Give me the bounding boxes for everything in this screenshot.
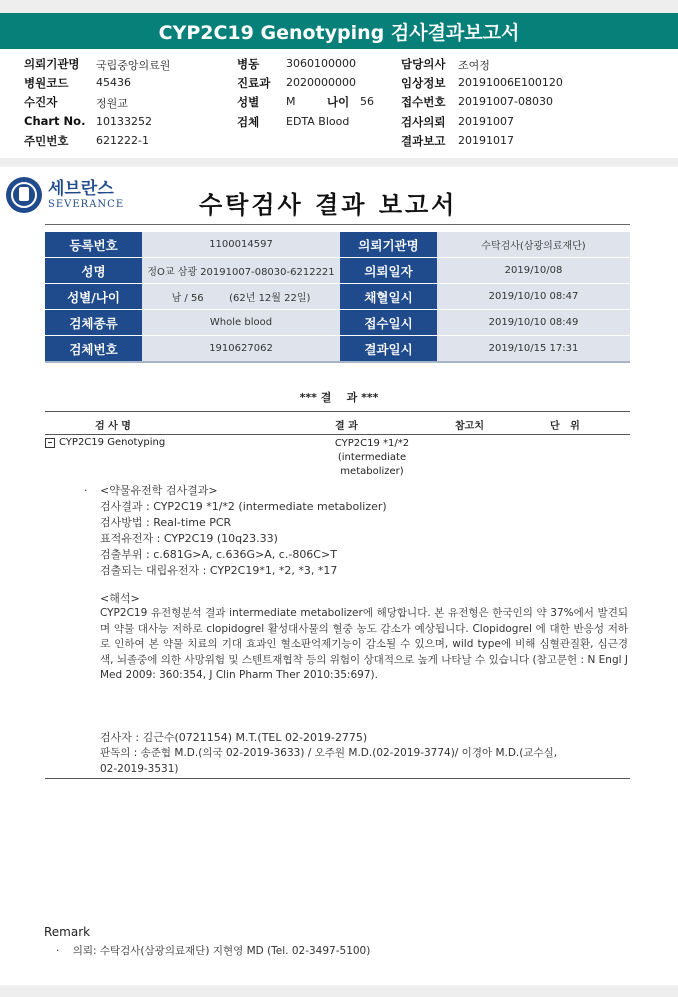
sex-label: 성별 <box>237 95 260 109</box>
severance-logo <box>6 177 124 213</box>
age-label: 나이 <box>327 95 350 109</box>
receipt-no-value: 20191007-08030 <box>458 95 553 108</box>
info-value: 2019/10/10 08:47 <box>437 284 630 309</box>
receipt-no-label: 접수번호 <box>401 95 446 109</box>
test-result-line: CYP2C19 *1/*2 <box>334 438 410 449</box>
logo-korean: 세브란스 <box>48 178 114 199</box>
info-value: 2019/10/15 17:31 <box>437 336 630 361</box>
info-key: 결과일시 <box>340 336 437 361</box>
remark-item <box>56 943 370 958</box>
test-result <box>318 437 426 479</box>
hospital-code-label: 병원코드 <box>24 76 69 90</box>
clinical-info-label: 임상정보 <box>401 76 446 90</box>
bullet: · <box>84 484 88 497</box>
info-value: 1100014597 <box>142 232 340 257</box>
test-row-name <box>45 437 165 448</box>
document-title: 수탁검사 결과 보고서 <box>199 191 458 219</box>
info-value: Whole blood <box>142 310 340 335</box>
institution-value: 국립중앙의료원 <box>96 59 171 72</box>
info-value: 수탁검사(삼광의료재단) <box>437 232 630 257</box>
reviewer-line-2: 02-2019-3531) <box>100 763 179 775</box>
pgx-gene: 표적유전자 : CYP2C19 (10q23.33) <box>100 532 278 545</box>
bullet: · <box>56 945 73 957</box>
report-date-label: 결과보고 <box>401 134 446 148</box>
info-key: 채혈일시 <box>340 284 437 309</box>
info-value: 1910627062 <box>142 336 340 361</box>
recipient-value: 정원교 <box>96 97 128 110</box>
results-heading: *** 결 과 *** <box>299 391 379 404</box>
collapse-box-icon[interactable] <box>45 438 55 448</box>
doctor-label: 담당의사 <box>401 57 446 71</box>
sex-value: M <box>286 95 296 108</box>
logo-english: SEVERANCE <box>48 198 125 210</box>
dept-label: 진료과 <box>237 76 271 90</box>
pgx-heading: <약물유전학 검사결과> <box>100 484 218 497</box>
info-key: 의뢰기관명 <box>340 232 437 257</box>
col-result: 결 과 <box>335 421 358 432</box>
examiner: 검사자 : 김근수(0721154) M.T.(TEL 02-2019-2775) <box>100 731 368 744</box>
report-date-value: 20191017 <box>458 134 514 147</box>
info-value: 남 / 56 (62년 12월 22일) <box>142 284 340 309</box>
doctor-value: 조여정 <box>458 59 490 72</box>
request-date-value: 20191007 <box>458 115 514 128</box>
report-title: CYP2C19 Genotyping 검사결과보고서 <box>158 21 520 44</box>
col-test-name: 검 사 명 <box>95 421 131 432</box>
interpretation-heading: <해석> <box>100 592 140 605</box>
results-column-header <box>45 411 630 435</box>
info-key: 성별/나이 <box>45 284 142 309</box>
resident-no-label: 주민번호 <box>24 134 69 148</box>
info-key: 의뢰일자 <box>340 258 437 283</box>
institution-label: 의뢰기관명 <box>24 57 80 71</box>
specimen-value: EDTA Blood <box>286 115 350 128</box>
col-reference: 참고치 <box>455 421 484 432</box>
info-row <box>45 283 630 309</box>
ward-value: 3060100000 <box>286 57 356 70</box>
pgx-result: 검사결과 : CYP2C19 *1/*2 (intermediate metabolizer) <box>100 500 387 513</box>
test-name: CYP2C19 Genotyping <box>59 437 166 448</box>
report-document <box>0 167 678 985</box>
info-key: 검체종류 <box>45 310 142 335</box>
chart-no-value: 10133252 <box>96 115 152 128</box>
remark-text: 의뢰: 수탁검사(삼광의료재단) 지현영 MD (Tel. 02-3497-5100) <box>72 945 371 957</box>
info-row <box>45 257 630 283</box>
clinical-info-value: 20191006E100120 <box>458 76 563 89</box>
resident-no-value: 621222-1 <box>96 134 149 147</box>
divider <box>45 778 630 779</box>
patient-header <box>0 49 678 158</box>
pgx-alleles: 검출되는 대립유전자 : CYP2C19*1, *2, *3, *17 <box>100 564 338 577</box>
university-seal-icon <box>6 177 42 213</box>
chart-no-label: Chart No. <box>24 114 86 128</box>
col-unit: 단 위 <box>550 421 580 432</box>
info-row <box>45 231 630 257</box>
recipient-label: 수진자 <box>24 95 58 109</box>
pgx-site: 검출부위 : c.681G>A, c.636G>A, c.-806C>T <box>100 548 337 561</box>
info-row <box>45 335 630 361</box>
remark-title: Remark <box>44 925 91 939</box>
test-result-line: metabolizer) <box>340 466 404 477</box>
info-value: 2019/10/08 <box>437 258 630 283</box>
pgx-method: 검사방법 : Real-time PCR <box>100 516 232 529</box>
hospital-code-value: 45436 <box>96 76 131 89</box>
info-value: 정O교 삼광 20191007-08030-6212221 <box>142 258 340 283</box>
request-date-label: 검사의뢰 <box>401 115 446 129</box>
reviewer-line-1: 판독의 : 송준협 M.D.(의국 02-2019-3633) / 오주원 M.D.(02-2019-3774)/ 이경아 M.D.(교수실, <box>100 747 558 759</box>
age-value: 56 <box>360 95 374 108</box>
specimen-label: 검체 <box>237 115 260 129</box>
specimen-info-table <box>45 231 630 363</box>
info-key: 성명 <box>45 258 142 283</box>
info-key: 검체번호 <box>45 336 142 361</box>
ward-label: 병동 <box>237 57 260 71</box>
info-key: 등록번호 <box>45 232 142 257</box>
divider <box>45 224 630 225</box>
info-row <box>45 309 630 335</box>
test-result-line: (intermediate <box>337 452 407 463</box>
info-key: 접수일시 <box>340 310 437 335</box>
interpretation-text: CYP2C19 유전형분석 결과 intermediate metabolizer에 해당합니다. 본 유전형은 한국인의 약 37%에서 발견되며 약물 대사능 저하로 clopidogrel 활성대사물의 혈중 농도 감소가 예상됩니다. Clopidogrel 에 대한 반응성 저하로 인하여 본 약물 치료의 기대 효과인 혈소판억제기능이 감소될 수 있으며, wild type에 비해 심혈관질환, 심근경색, 뇌졸중에 의한 사망위험 및 스텐트재협착 등의 위험이 상대적으로 높게 나타날 수 있습니다 (참고문헌 : N Engl J Med 2009: 360:354, J Clin Pharm Ther 2010:35:697). <box>100 607 628 681</box>
report-title-bar <box>0 13 678 49</box>
dept-value: 2020000000 <box>286 76 356 89</box>
info-value: 2019/10/10 08:49 <box>437 310 630 335</box>
